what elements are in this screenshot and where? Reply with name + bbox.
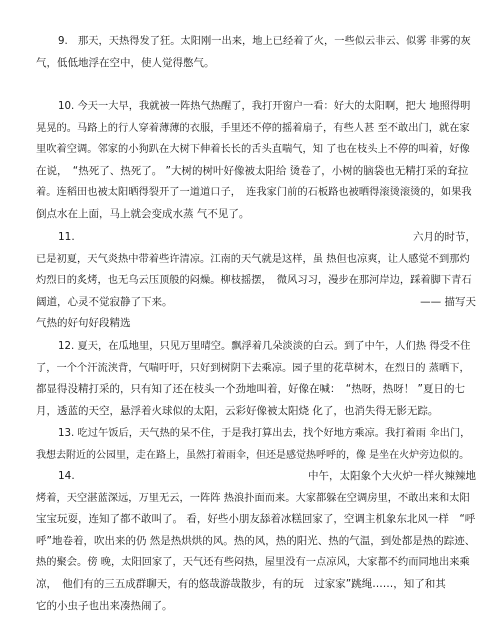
paragraph-9	[36, 31, 476, 74]
text-line: 都显得没精打采的，只有知了还在枝头一个劲地叫着，好像在喊： “热呀，热呀！ ”夏日的七	[36, 383, 465, 396]
text-line: 里吹着空调。邻家的小狗趴在大树下伸着长长的舌头直喘气，知 了也在枝头上不停的叫着，好像	[36, 143, 470, 156]
text-line: 10. 今天一大早，我就被一阵热气热醒了，我打开窗户一看：好大的太阳啊，把大 地照得明	[58, 100, 471, 112]
text-line: 着。连稻田也被太阳晒得裂开了一道道口子， 连我家门前的石板路也被晒得滚烫滚烫的，如果我	[36, 186, 472, 199]
text-line: 热的聚会。傍 晚，太阳回家了，天气还有些闷热，屋里没有一点凉风，大家都不约而同地出来乘	[36, 556, 470, 569]
text-line: 倒点水在上面，马上就会变成水蒸 气不见了。	[36, 207, 250, 220]
text-line	[36, 292, 476, 314]
text-line: 凉， 他们有的三五成群聊天，有的悠哉游哉散步，有的玩 过家家”跳绳……，知了和其	[36, 577, 446, 590]
text-line: 晃晃的。马路上的行人穿着薄薄的衣服，手里还不停的摇着扇子，有些人甚 至不敢出门，就在家	[36, 121, 470, 134]
paragraph-11	[36, 227, 476, 335]
text-line: 烤着，天空湛蓝深远，万里无云，一阵阵 热浪扑面而来。大家都躲在空调房里，不敢出来和太阳	[36, 491, 470, 504]
paragraph-12	[36, 336, 476, 422]
paragraph-14	[36, 466, 476, 617]
text-line: 它的小虫子也出来凑热闹了。	[36, 599, 173, 612]
paragraph-number: 14.	[58, 470, 75, 482]
text-line: 了，一个个汗流浃背，气喘吁吁，只好到树阴下去乘凉。园子里的花草树木，在烈日的 蒸晒下，	[36, 361, 470, 374]
text-fragment: 阔道，心灵不觉寂静了下来。	[36, 295, 173, 308]
text-fragment: 六月的时节，	[413, 231, 476, 243]
text-fragment: 中午，太阳象个大火炉一样火辣辣地	[308, 470, 476, 482]
paragraph-number: 11.	[58, 231, 75, 243]
text-line: 呼”地卷着，吹出来的仍 然是热烘烘的风。热的风，热的阳光、热的气温，到处都是热的踪迹、	[36, 534, 476, 547]
text-line: 12. 夏天，在瓜地里，只见万里晴空。飘浮着几朵淡淡的白云。到了中午，人们热 得受不住	[58, 340, 471, 352]
text-line: 在说， “热死了、热死了。 ”大树的树叶好像被太阳给 烫卷了，小树的脑袋也无精打采的耷拉	[36, 164, 469, 177]
text-line: 宝宝玩耍，连知了都不敢叫了。 看，好些小朋友舔着冰糕回家了，空调主机象东北风一样 “呼	[36, 513, 476, 526]
text-line: 气，低低地浮在空中，使人觉得憋气。	[36, 56, 215, 69]
text-line: 9. 那天，天热得发了狂。太阳刚一出来，地上已经着了火，一些似云非云、似雾 非雾的灰	[58, 35, 471, 47]
text-line: 灼烈日的炙烤，也无乌云压顶般的闷燥。柳枝摇摆， 微风习习，漫步在那河岸边，踩着脚下青石	[36, 274, 472, 287]
text-line: 已是初夏，天气炎热中带着些许清凉。江南的天气就是这样，虽 热但也凉爽，让人感觉不到那灼	[36, 252, 470, 265]
text-line: 气热的好句好段精选	[36, 317, 131, 330]
text-line: 13. 吃过午饭后，天气热的呆不住，于是我打算出去，找个好地方乘凉。我打着雨 伞出门，	[58, 427, 471, 439]
text-line	[36, 227, 476, 249]
text-line: 我想去附近的公园里，走在路上，虽然打着雨伞，但还是感觉热呼呼的，像 是坐在火炉旁边似的。	[36, 449, 470, 461]
text-line: 月，透蓝的天空，悬浮着火球似的太阳，云彩好像被太阳烧 化了，也消失得无影无踪。	[36, 404, 439, 417]
paragraph-13	[36, 423, 476, 466]
text-line	[36, 466, 476, 488]
text-fragment: —— 描写天	[420, 295, 476, 308]
paragraph-10	[36, 96, 476, 226]
